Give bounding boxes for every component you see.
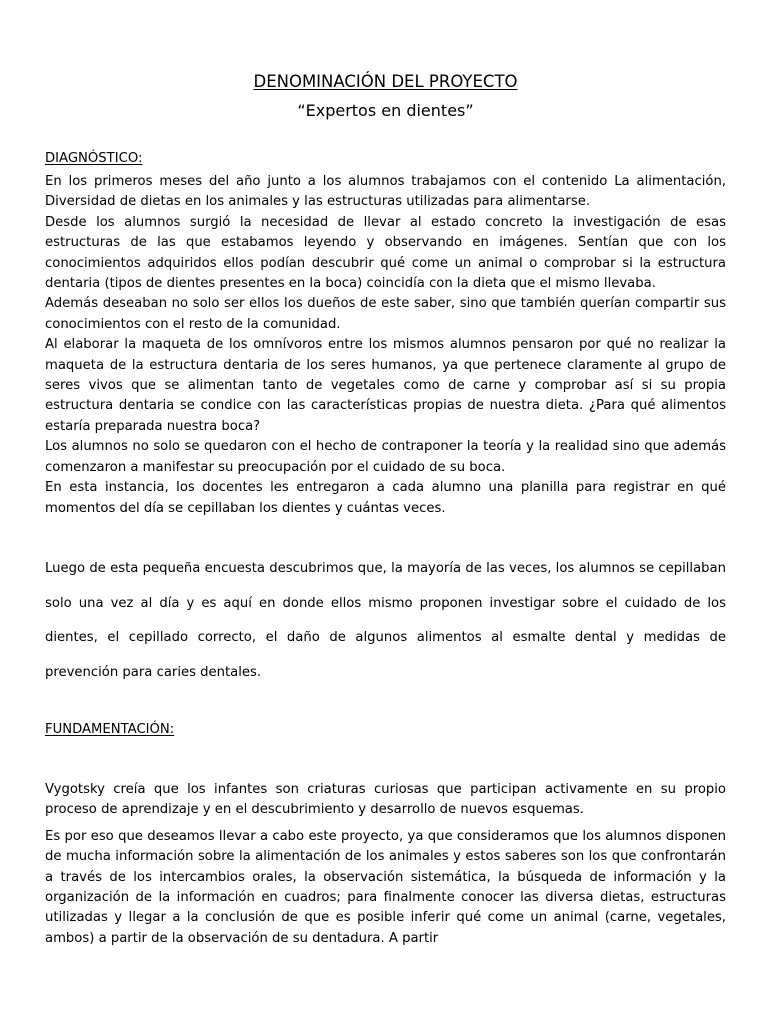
diagnostico-paragraph: En esta instancia, los docentes les entregaron a cada alumno una planilla para registrar en qué momentos del día se cepillaban los dientes y cuántas veces. — [45, 480, 726, 516]
diagnostico-heading: DIAGNÓSTICO: — [45, 151, 143, 166]
fundamentacion-heading: FUNDAMENTACIÓN: — [45, 722, 175, 737]
diagnostico-closing — [45, 552, 726, 690]
diagnostico-body — [45, 172, 726, 519]
fundamentacion-paragraph: Vygotsky creía que los infantes son criaturas curiosas que participan activamente en su propio proceso de aprendizaje y en el descubrimiento y desarrollo de nuevos esquemas. — [45, 782, 726, 818]
diagnostico-paragraph: Desde los alumnos surgió la necesidad de llevar al estado concreto la investigación de esas estructuras de las que estabamos leyendo y observando en imágenes. Sentían que con los conocimientos adquiridos ellos podían descubrir qué come un animal o comprobar si la estructura dentaria (tipos de dientes presentes en la boca) coincidía con la dieta que el mismo llevaba. — [45, 214, 726, 292]
diagnostico-paragraph: En los primeros meses del año junto a los alumnos trabajamos con el contenido La alimentación, Diversidad de dietas en los animales y las estructuras utilizadas para alimentarse. — [45, 174, 726, 210]
fundamentacion-body — [45, 780, 726, 949]
document-title: DENOMINACIÓN DEL PROYECTO — [253, 72, 518, 91]
project-subtitle: “Expertos en dientes” — [297, 101, 474, 120]
diagnostico-paragraph: Los alumnos no solo se quedaron con el hecho de contraponer la teoría y la realidad sino que además comenzaron a manifestar su preocupación por el cuidado de su boca. — [45, 439, 726, 475]
diagnostico-paragraph: Además deseaban no solo ser ellos los dueños de este saber, sino que también querían compartir sus conocimientos con el resto de la comunidad. — [45, 296, 726, 332]
fundamentacion-paragraph: Es por eso que deseamos llevar a cabo este proyecto, ya que consideramos que los alumnos disponen de mucha información sobre la alimentación de los animales y estos saberes son los que confrontarán a través de los intercambios orales, la observación sistemática, la búsqueda de información y la organización de la información en cuadros; para finalmente conocer las diversa dietas, estructuras utilizadas y llegar a la conclusión de que es posible inferir qué come un animal (carne, vegetales, ambos) a partir de la observación de su dentadura. A partir — [45, 828, 726, 946]
diagnostico-closing-paragraph: Luego de esta pequeña encuesta descubrimos que, la mayoría de las veces, los alumnos se cepillaban solo una vez al día y es aquí en donde ellos mismo proponen investigar sobre el cuidado de los dientes, el cepillado correcto, el daño de algunos alimentos al esmalte dental y medidas de prevención para caries dentales. — [45, 561, 726, 680]
diagnostico-paragraph: Al elaborar la maqueta de los omnívoros entre los mismos alumnos pensaron por qué no realizar la maqueta de la estructura dentaria de los seres humanos, ya que pertenece claramente al grupo de seres vivos que se alimentan tanto de vegetales como de carne y comprobar así si su propia estructura dentaria se condice con las características propias de nuestra dieta. ¿Para qué alimentos estaría preparada nuestra boca? — [45, 337, 726, 434]
